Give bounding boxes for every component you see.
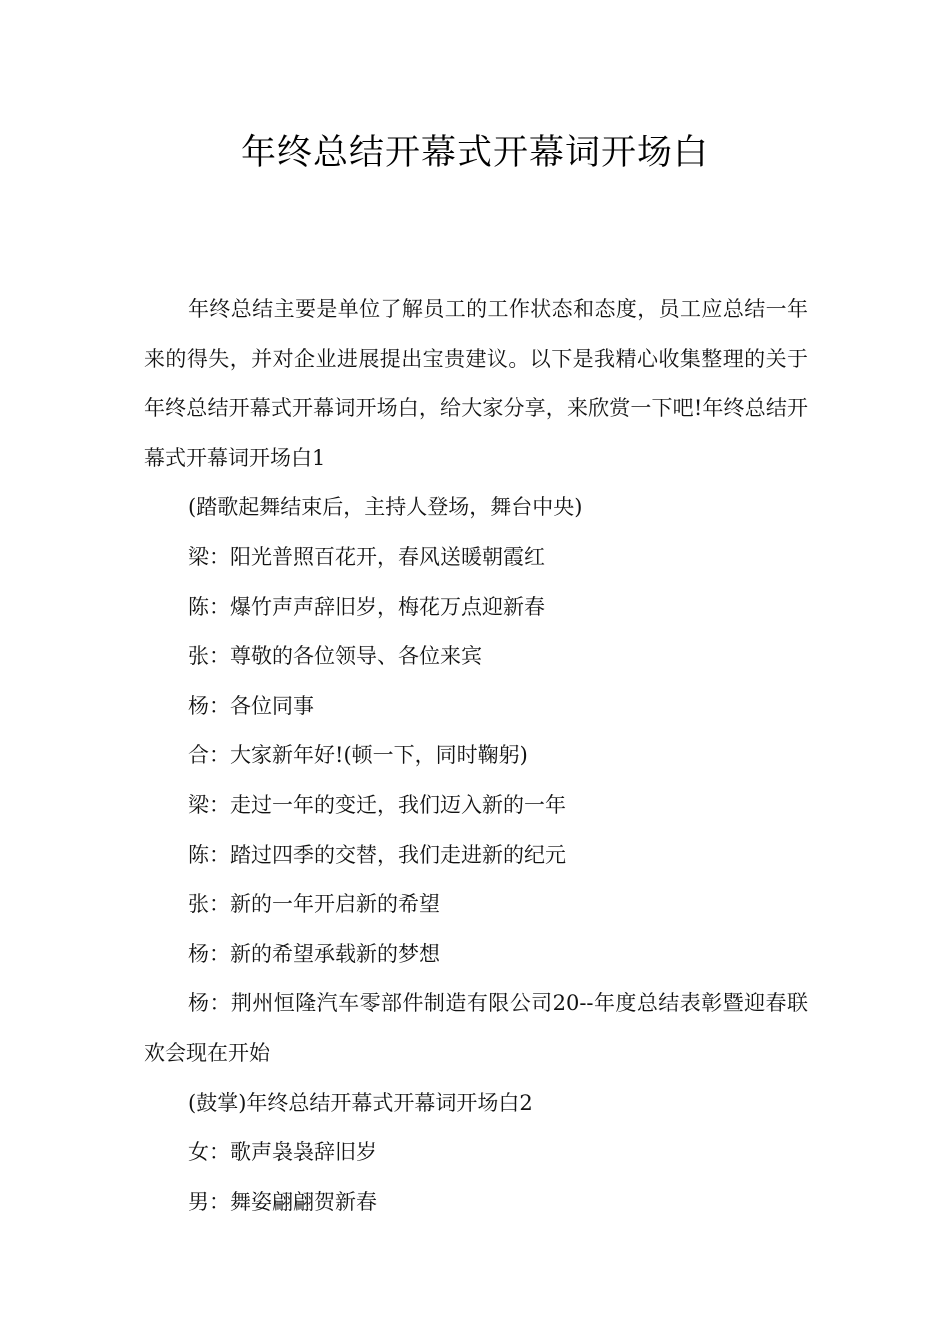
- document-body: [144, 285, 808, 1227]
- paragraph-line: 男：舞姿翩翩贺新春: [188, 1189, 377, 1214]
- paragraph-line: 陈：爆竹声声辞旧岁，梅花万点迎新春: [188, 594, 545, 619]
- paragraph-intro: 年终总结主要是单位了解员工的工作状态和态度，员工应总结一年来的得失，并对企业进展提出宝贵建议。以下是我精心收集整理的关于年终总结开幕式开幕词开场白，给大家分享，来欣赏一下吧!年终总结开幕式开幕词开场白1: [144, 297, 808, 470]
- paragraph-line: 杨：新的希望承载新的梦想: [188, 941, 440, 966]
- paragraph-line: 张：尊敬的各位领导、各位来宾: [188, 644, 482, 669]
- paragraph-line: 梁：阳光普照百花开，春风送暖朝霞红: [188, 544, 545, 569]
- paragraph-line: 张：新的一年开启新的希望: [188, 892, 440, 917]
- paragraph-stage-direction: (踏歌起舞结束后，主持人登场，舞台中央): [188, 495, 583, 520]
- document-title: 年终总结开幕式开幕词开场白: [240, 133, 709, 173]
- paragraph-line: 梁：走过一年的变迁，我们迈入新的一年: [188, 792, 566, 817]
- paragraph-line: 杨：荆州恒隆汽车零部件制造有限公司20--年度总结表彰暨迎春联欢会现在开始: [144, 991, 808, 1065]
- paragraph-line: 合：大家新年好!(顿一下，同时鞠躬): [188, 743, 528, 768]
- paragraph-section-heading: (鼓掌)年终总结开幕式开幕词开场白2: [188, 1090, 533, 1115]
- paragraph-line: 陈：踏过四季的交替，我们走进新的纪元: [188, 842, 566, 867]
- paragraph-line: 杨：各位同事: [188, 693, 314, 718]
- paragraph-line: 女：歌声袅袅辞旧岁: [188, 1140, 377, 1165]
